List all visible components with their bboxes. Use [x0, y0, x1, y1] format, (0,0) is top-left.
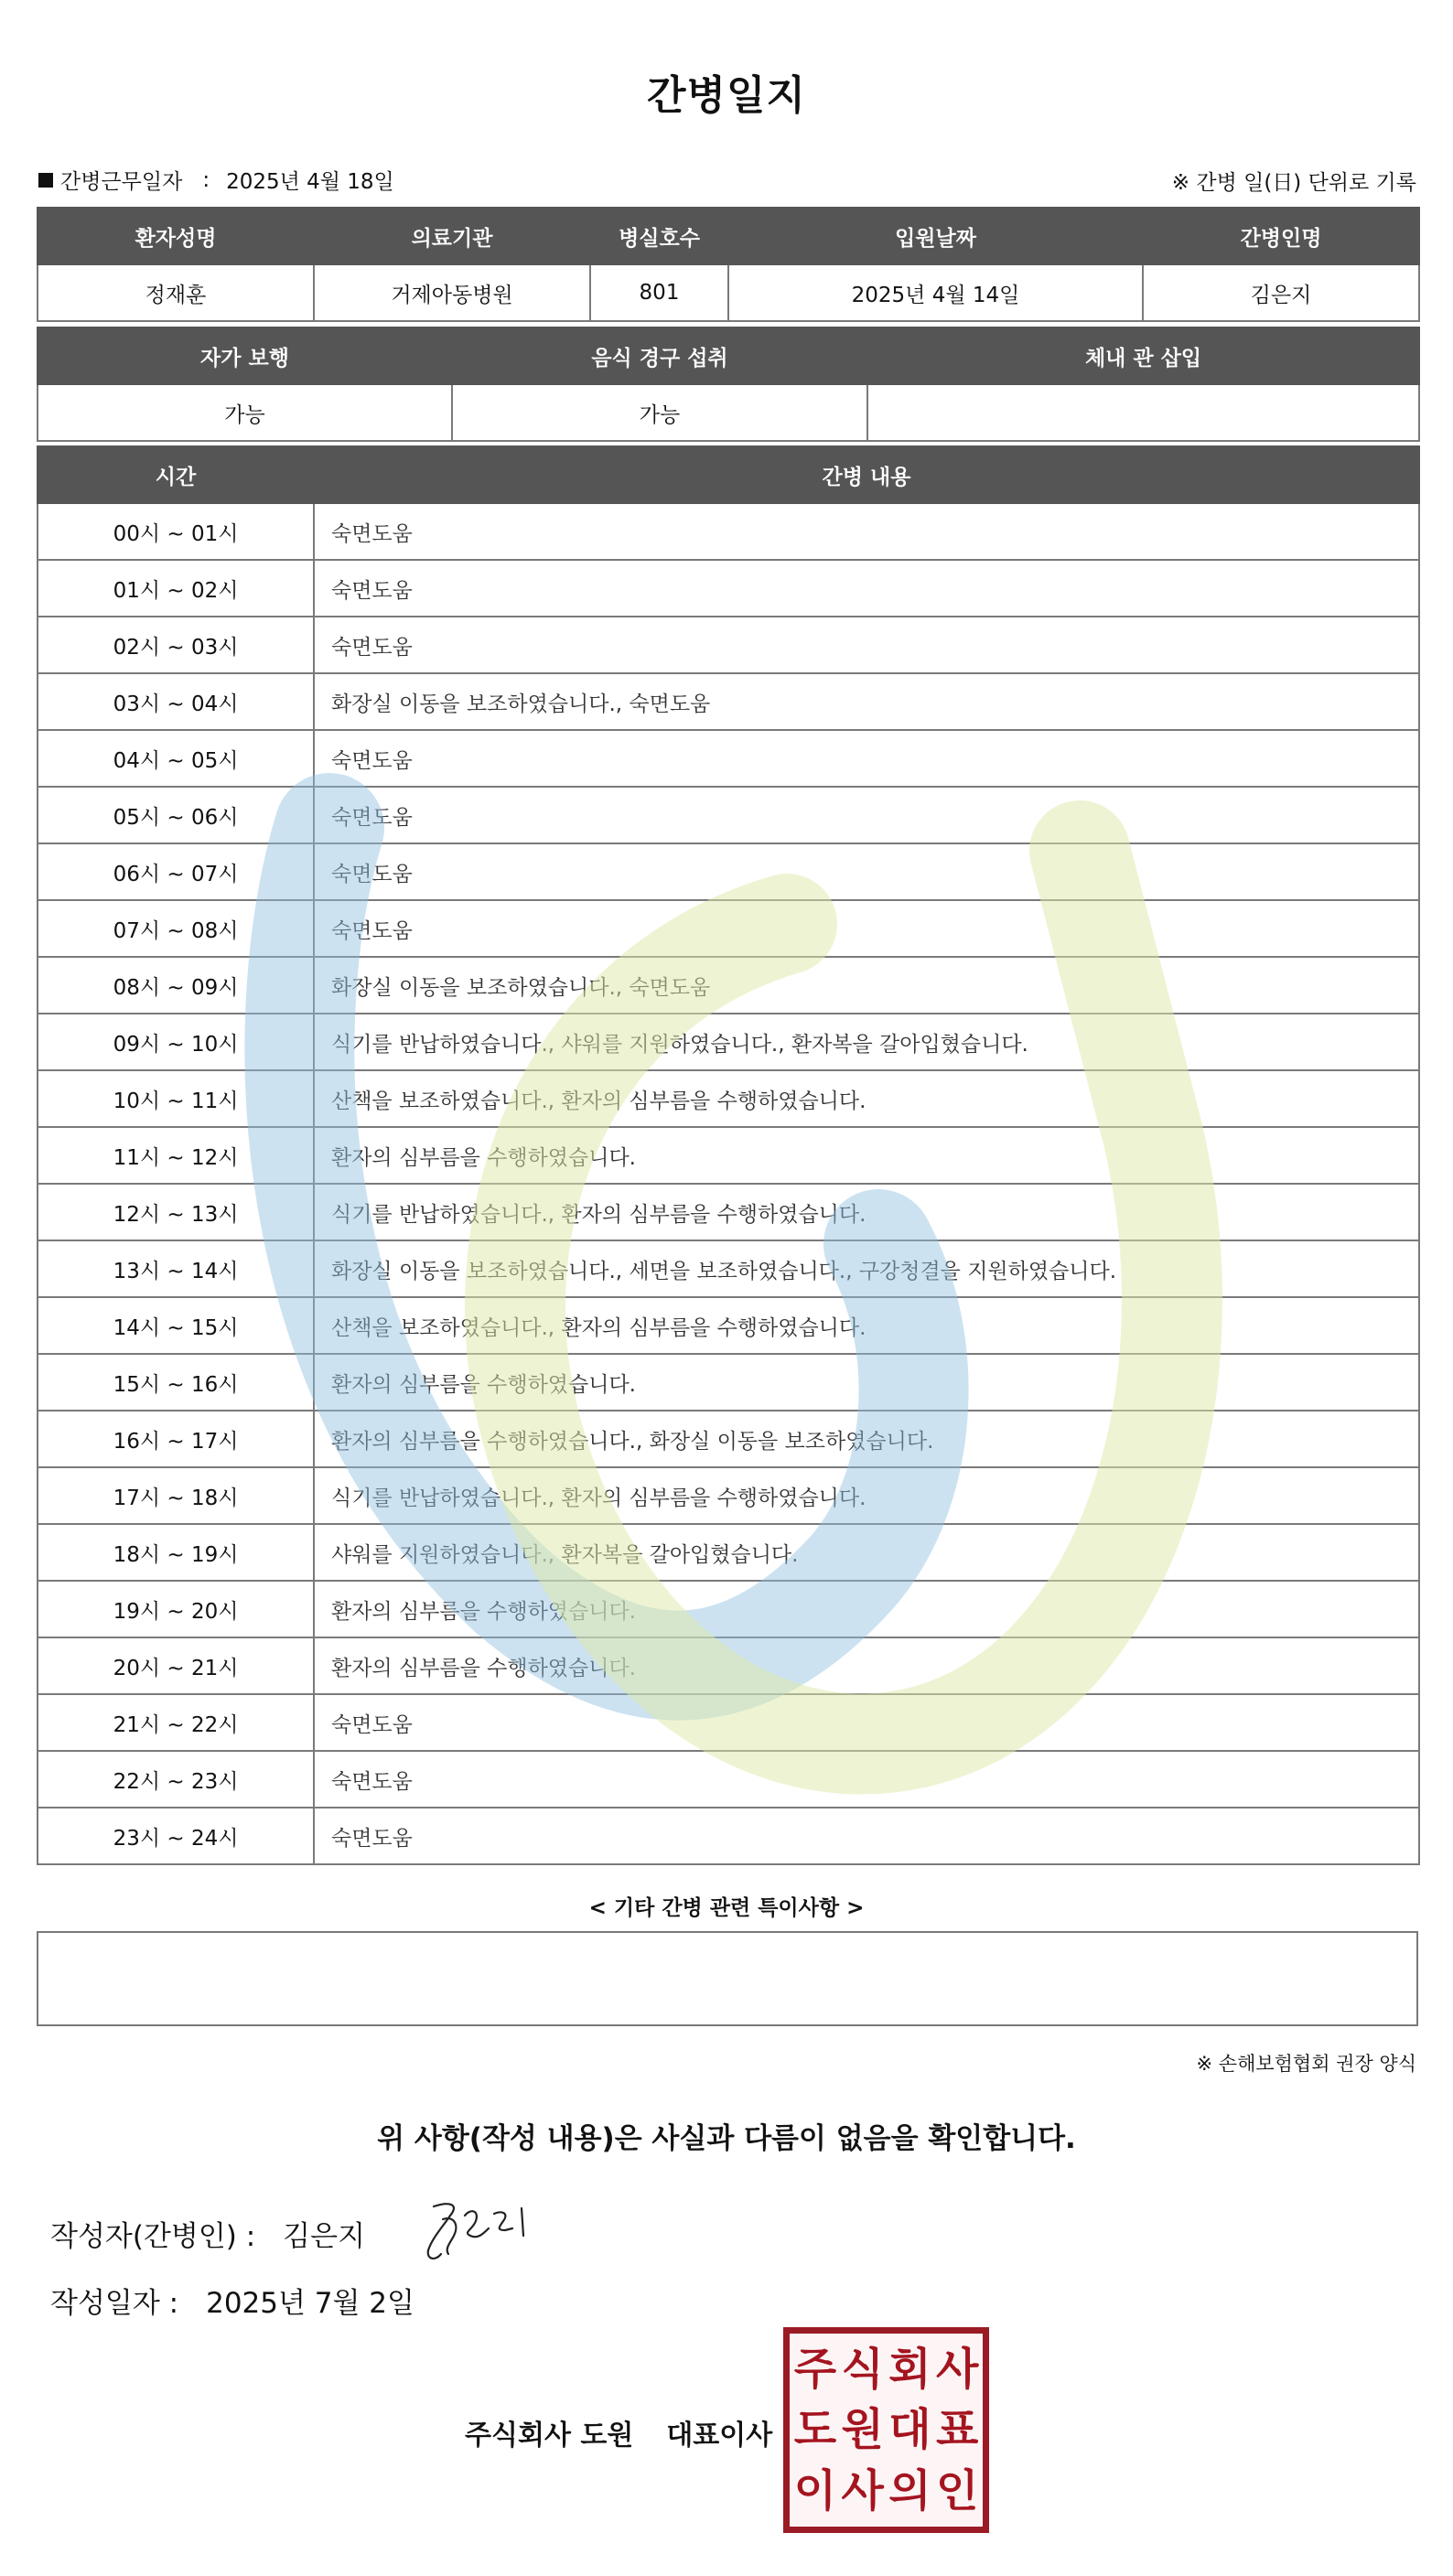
table-row	[38, 503, 1419, 560]
table-row	[38, 1297, 1419, 1354]
work-date	[38, 165, 394, 195]
table-row	[38, 730, 1419, 787]
table-row	[38, 1354, 1419, 1411]
time-slot: 17시 ~ 18시	[38, 1467, 314, 1524]
table-row	[38, 1524, 1419, 1581]
care-content: 환자의 심부름을 수행하였습니다.	[314, 1354, 1419, 1411]
seal-character: 주	[793, 2344, 837, 2396]
time-slot: 12시 ~ 13시	[38, 1184, 314, 1240]
time-slot: 05시 ~ 06시	[38, 787, 314, 843]
time-slot: 03시 ~ 04시	[38, 673, 314, 730]
seal-character: 대	[888, 2404, 931, 2456]
care-content: 숙면도움	[314, 503, 1419, 560]
table-row	[38, 900, 1419, 957]
time-slot: 06시 ~ 07시	[38, 843, 314, 900]
seal-character: 회	[888, 2344, 931, 2396]
time-slot: 09시 ~ 10시	[38, 1014, 314, 1070]
patient-value-row	[38, 264, 1419, 321]
table-row	[38, 1240, 1419, 1297]
seal-character: 사	[841, 2464, 884, 2517]
care-content: 숙면도움	[314, 1694, 1419, 1751]
table-row	[38, 1014, 1419, 1070]
table-row	[38, 673, 1419, 730]
table-row	[38, 843, 1419, 900]
recommend-note: ※ 손해보험협회 권장 양식	[1196, 2053, 1416, 2075]
time-slot: 02시 ~ 03시	[38, 617, 314, 673]
time-slot: 22시 ~ 23시	[38, 1751, 314, 1808]
table-row	[38, 1637, 1419, 1694]
care-content: 샤워를 지원하였습니다., 환자복을 갈아입혔습니다.	[314, 1524, 1419, 1581]
care-content: 화장실 이동을 보조하였습니다., 세면을 보조하였습니다., 구강청결을 지원하였습니다.	[314, 1240, 1419, 1297]
writer-line	[50, 2213, 365, 2254]
remarks-box	[37, 1931, 1418, 2026]
care-content: 숙면도움	[314, 730, 1419, 787]
time-slot: 08시 ~ 09시	[38, 957, 314, 1014]
care-content: 숙면도움	[314, 787, 1419, 843]
company-seal-stamp	[783, 2327, 989, 2533]
work-date-value: 2025년 4월 18일	[226, 170, 394, 194]
time-slot: 04시 ~ 05시	[38, 730, 314, 787]
care-content: 산책을 보조하였습니다., 환자의 심부름을 수행하였습니다.	[314, 1297, 1419, 1354]
patient-name: 정재훈	[38, 264, 314, 321]
care-log-header-row	[38, 446, 1419, 503]
table-row	[38, 1070, 1419, 1127]
seal-character: 원	[841, 2404, 884, 2456]
care-content: 식기를 반납하였습니다., 환자의 심부름을 수행하였습니다.	[314, 1467, 1419, 1524]
seal-row	[791, 2404, 981, 2456]
company-name: 주식회사 도원	[465, 2420, 634, 2452]
oral-intake-value: 가능	[452, 384, 867, 441]
table-row	[38, 1467, 1419, 1524]
table-row	[38, 1694, 1419, 1751]
seal-row	[791, 2344, 981, 2396]
time-slot: 00시 ~ 01시	[38, 503, 314, 560]
time-slot: 20시 ~ 21시	[38, 1637, 314, 1694]
time-slot: 21시 ~ 22시	[38, 1694, 314, 1751]
care-log-table	[37, 445, 1420, 1865]
seal-character: 의	[888, 2464, 931, 2517]
written-date-label: 작성일자 :	[50, 2287, 179, 2320]
patient-header-row	[38, 208, 1419, 264]
table-row	[38, 1411, 1419, 1467]
care-content: 화장실 이동을 보조하였습니다., 숙면도움	[314, 957, 1419, 1014]
writer-label: 작성자(간병인) :	[50, 2220, 256, 2253]
bullet-square-icon	[38, 173, 53, 188]
time-slot: 10시 ~ 11시	[38, 1070, 314, 1127]
table-row	[38, 1581, 1419, 1637]
seal-character: 도	[793, 2404, 837, 2456]
work-date-label: 간병근무일자	[60, 170, 183, 194]
header-hospital: 의료기관	[314, 208, 590, 264]
room-number: 801	[590, 264, 728, 321]
remarks-title: < 기타 간병 관련 특이사항 >	[588, 1896, 865, 1920]
time-slot: 11시 ~ 12시	[38, 1127, 314, 1184]
self-walking-value: 가능	[38, 384, 452, 441]
time-slot: 18시 ~ 19시	[38, 1524, 314, 1581]
header-patient-name: 환자성명	[38, 208, 314, 264]
seal-character: 이	[793, 2464, 837, 2517]
time-slot: 19시 ~ 20시	[38, 1581, 314, 1637]
time-slot: 15시 ~ 16시	[38, 1354, 314, 1411]
table-row	[38, 957, 1419, 1014]
writer-name: 김은지	[283, 2220, 366, 2253]
care-content: 화장실 이동을 보조하였습니다., 숙면도움	[314, 673, 1419, 730]
status-header-row	[38, 327, 1419, 384]
hospital-name: 거제아동병원	[314, 264, 590, 321]
header-time: 시간	[38, 446, 314, 503]
patient-status-table	[37, 327, 1420, 442]
written-date-value: 2025년 7월 2일	[206, 2287, 414, 2320]
header-self-walking: 자가 보행	[38, 327, 452, 384]
seal-character: 표	[935, 2404, 979, 2456]
care-log-body	[38, 503, 1419, 1864]
time-slot: 16시 ~ 17시	[38, 1411, 314, 1467]
tube-insertion-value	[867, 384, 1419, 441]
care-content: 숙면도움	[314, 560, 1419, 617]
confirmation-statement: 위 사항(작성 내용)은 사실과 다름이 없음을 확인합니다.	[377, 2122, 1076, 2155]
time-slot: 14시 ~ 15시	[38, 1297, 314, 1354]
table-row	[38, 1808, 1419, 1864]
header-tube-insertion: 체내 관 삽입	[867, 327, 1419, 384]
header-oral-intake: 음식 경구 섭취	[452, 327, 867, 384]
caregiver-name: 김은지	[1143, 264, 1419, 321]
time-slot: 13시 ~ 14시	[38, 1240, 314, 1297]
seal-character: 식	[841, 2344, 884, 2396]
care-content: 숙면도움	[314, 843, 1419, 900]
care-content: 숙면도움	[314, 617, 1419, 673]
unit-note: ※ 간병 일(日) 단위로 기록	[1171, 171, 1416, 195]
care-content: 환자의 심부름을 수행하였습니다.	[314, 1127, 1419, 1184]
seal-row	[791, 2464, 981, 2517]
table-row	[38, 1751, 1419, 1808]
company-rep-title: 대표이사	[666, 2420, 773, 2452]
care-content: 산책을 보조하였습니다., 환자의 심부름을 수행하였습니다.	[314, 1070, 1419, 1127]
table-row	[38, 1127, 1419, 1184]
care-content: 환자의 심부름을 수행하였습니다.	[314, 1581, 1419, 1637]
seal-character: 인	[935, 2464, 979, 2517]
table-row	[38, 617, 1419, 673]
time-slot: 07시 ~ 08시	[38, 900, 314, 957]
company-line	[465, 2412, 772, 2453]
time-slot: 23시 ~ 24시	[38, 1808, 314, 1864]
header-room: 병실호수	[590, 208, 728, 264]
admission-date: 2025년 4월 14일	[728, 264, 1143, 321]
patient-info-table	[37, 207, 1420, 322]
written-date-line	[50, 2280, 414, 2321]
table-row	[38, 560, 1419, 617]
header-admission-date: 입원날짜	[728, 208, 1143, 264]
handwritten-signature	[423, 2188, 551, 2270]
care-content: 숙면도움	[314, 900, 1419, 957]
table-row	[38, 787, 1419, 843]
care-content: 환자의 심부름을 수행하였습니다., 화장실 이동을 보조하였습니다.	[314, 1411, 1419, 1467]
status-value-row	[38, 384, 1419, 441]
seal-character: 사	[935, 2344, 979, 2396]
work-date-separator: :	[202, 167, 210, 192]
header-care-content: 간병 내용	[314, 446, 1419, 503]
care-content: 숙면도움	[314, 1751, 1419, 1808]
care-content: 식기를 반납하였습니다., 샤워를 지원하였습니다., 환자복을 갈아입혔습니다.	[314, 1014, 1419, 1070]
table-row	[38, 1184, 1419, 1240]
header-caregiver: 간병인명	[1143, 208, 1419, 264]
care-content: 환자의 심부름을 수행하였습니다.	[314, 1637, 1419, 1694]
time-slot: 01시 ~ 02시	[38, 560, 314, 617]
page-title: 간병일지	[646, 72, 806, 119]
care-content: 식기를 반납하였습니다., 환자의 심부름을 수행하였습니다.	[314, 1184, 1419, 1240]
care-content: 숙면도움	[314, 1808, 1419, 1864]
